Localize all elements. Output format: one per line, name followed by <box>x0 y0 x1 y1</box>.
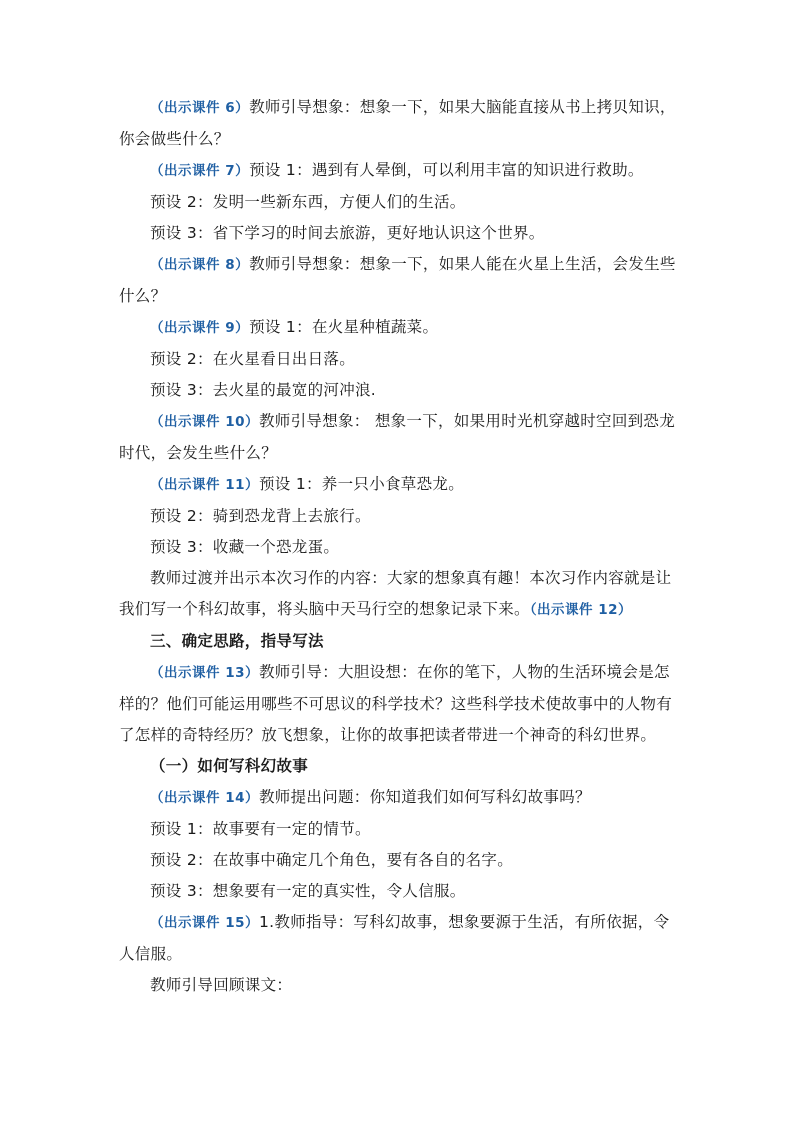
paragraph <box>119 92 685 155</box>
paragraph <box>119 155 685 187</box>
paragraph <box>119 845 685 876</box>
courseware-tag: （出示课件 10） <box>150 414 259 430</box>
paragraph <box>119 344 685 375</box>
courseware-tag: （出示课件 15） <box>150 915 259 931</box>
paragraph-text: 教师引导想象：想象一下，如果大脑能直接从书上拷贝知识，你会做些什么？ <box>119 98 676 148</box>
paragraph-text: 预设 3：收藏一个恐龙蛋。 <box>150 538 340 556</box>
courseware-tag: （出示课件 7） <box>150 163 250 179</box>
paragraph-text: 1.教师指导：写科幻故事，想象要源于生活，有所依据，令人信服。 <box>119 913 670 963</box>
paragraph-text: 预设 3：去火星的最宽的河冲浪. <box>150 381 377 399</box>
paragraph-text: 教师引导：大胆设想：在你的笔下，人物的生活环境会是怎样的？他们可能运用哪些不可思议的科学技术？这些科学技术使故事中的人物有了怎样的奇特经历？放飞想象，让你的故事把读者带进一个神奇的科幻世界。 <box>119 663 673 744</box>
courseware-tag: （出示课件 13） <box>150 665 259 681</box>
paragraph <box>119 532 685 563</box>
paragraph <box>119 312 685 344</box>
paragraph <box>119 218 685 249</box>
paragraph-text: 预设 3：省下学习的时间去旅游，更好地认识这个世界。 <box>150 224 545 242</box>
paragraph <box>119 970 685 1001</box>
paragraph-text: 预设 1：遇到有人晕倒，可以利用丰富的知识进行救助。 <box>249 161 644 179</box>
paragraph <box>119 469 685 501</box>
paragraph-text: 预设 1：在火星种植蔬菜。 <box>249 318 439 336</box>
courseware-tag: （出示课件 9） <box>150 320 250 336</box>
paragraph <box>119 406 685 469</box>
paragraph <box>119 814 685 845</box>
paragraph-text: 预设 2：发明一些新东西，方便人们的生活。 <box>150 193 466 211</box>
paragraph-text: 预设 2：骑到恐龙背上去旅行。 <box>150 507 371 525</box>
paragraph-text: 预设 3：想象要有一定的真实性，令人信服。 <box>150 882 466 900</box>
paragraph-text: 预设 1：故事要有一定的情节。 <box>150 820 371 838</box>
paragraph-text: 三、确定思路，指导写法 <box>150 632 324 650</box>
paragraph <box>119 187 685 218</box>
document-body <box>119 92 685 1001</box>
section-heading <box>119 626 685 657</box>
paragraph <box>119 375 685 406</box>
paragraph <box>119 501 685 532</box>
paragraph <box>119 876 685 907</box>
courseware-tag: （出示课件 11） <box>150 477 259 493</box>
courseware-tag: （出示课件 8） <box>150 257 250 273</box>
paragraph-text: 教师提出问题：你知道我们如何写科幻故事吗？ <box>259 788 591 806</box>
paragraph <box>119 657 685 751</box>
courseware-tag: （出示课件 6） <box>150 100 250 116</box>
paragraph <box>119 782 685 814</box>
courseware-tag: （出示课件 12） <box>529 602 633 618</box>
paragraph-text: 预设 2：在火星看日出日落。 <box>150 350 355 368</box>
paragraph-text: 教师引导想象：想象一下，如果人能在火星上生活，会发生些什么？ <box>119 255 676 305</box>
paragraph-text: （一）如何写科幻故事 <box>150 757 309 775</box>
paragraph <box>119 563 685 626</box>
paragraph-text: 预设 1：养一只小食草恐龙。 <box>259 475 464 493</box>
section-heading <box>119 751 685 782</box>
courseware-tag: （出示课件 14） <box>150 790 259 806</box>
paragraph-text: 教师过渡并出示本次习作的内容：大家的想象真有趣！本次习作内容就是让我们写一个科幻故事，将头脑中天马行空的想象记录下来。 <box>119 569 672 618</box>
paragraph-text: 教师引导想象： 想象一下，如果用时光机穿越时空回到恐龙时代，会发生些什么？ <box>119 412 676 462</box>
paragraph-text: 教师引导回顾课文： <box>150 976 293 994</box>
paragraph <box>119 249 685 312</box>
paragraph-text: 预设 2：在故事中确定几个角色，要有各自的名字。 <box>150 851 513 869</box>
paragraph <box>119 907 685 970</box>
